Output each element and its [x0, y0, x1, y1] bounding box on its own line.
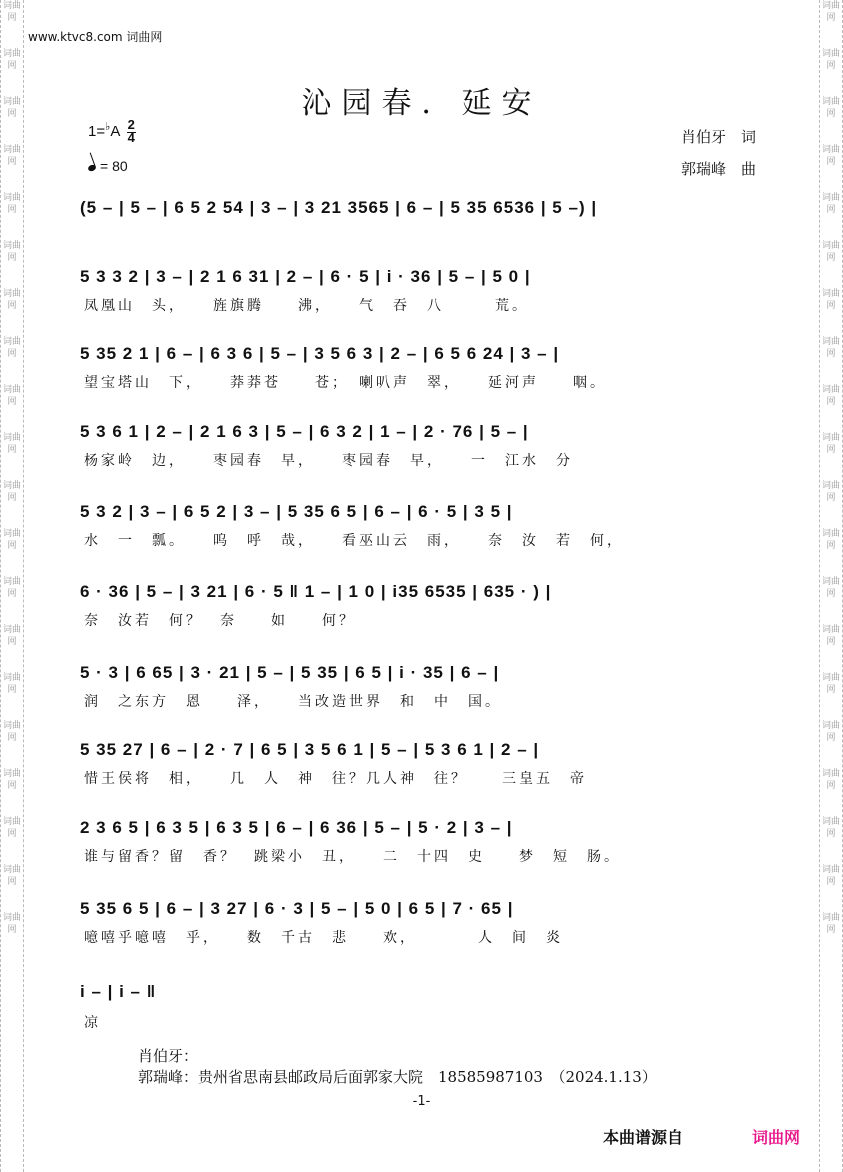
lyric-line: 凉 [84, 1015, 101, 1031]
watermark-text: 词曲网 [821, 97, 840, 119]
watermark-text: 词曲网 [2, 769, 21, 791]
notation-row: 5 35 27 | 6 – | 2 · 7 | 6 5 | 3 5 6 1 | 5 – | 5 3 6 1 | 2 – | [80, 740, 540, 759]
time-signature [127, 118, 136, 144]
source-label: 本曲谱源自 [603, 1128, 684, 1147]
lyric-line: 杨家岭 边， 枣园春 早， 枣园春 早， 一 江水 分 [84, 453, 573, 469]
watermark-text: 词曲网 [2, 49, 21, 71]
watermark-text: 词曲网 [2, 193, 21, 215]
watermark-text: 词曲网 [2, 817, 21, 839]
lyric-line: 望宝塔山 下， 莽莽苍 苍； 喇叭声 翠， 延河声 咽。 [84, 375, 607, 391]
watermark-strip-right [819, 0, 843, 1172]
watermark-text: 词曲网 [821, 865, 840, 887]
notation-row: 5 3 2 | 3 – | 6 5 2 | 3 – | 5 35 6 5 | 6 – | 6 · 5 | 3 5 | [80, 502, 513, 521]
lyric-line: 奈 汝若 何？ 奈 如 何？ [84, 613, 356, 629]
watermark-text: 词曲网 [821, 241, 840, 263]
key-note: A [110, 123, 120, 140]
watermark-text: 词曲网 [821, 1, 840, 23]
watermark-text: 词曲网 [821, 481, 840, 503]
lyric-line: 凤凰山 头， 旌旗腾 沸， 气 吞 八 荒。 [84, 298, 529, 314]
watermark-text: 词曲网 [821, 289, 840, 311]
watermark-text: 词曲网 [2, 673, 21, 695]
notation-row: 5 · 3 | 6 65 | 3 · 21 | 5 – | 5 35 | 6 5 | i · 35 | 6 – | [80, 663, 500, 682]
watermark-text: 词曲网 [2, 625, 21, 647]
watermark-text: 词曲网 [2, 577, 21, 599]
lyric-line [84, 226, 760, 246]
watermark-text: 词曲网 [821, 433, 840, 455]
watermark-text: 词曲网 [2, 913, 21, 935]
notation-row: 5 35 2 1 | 6 – | 6 3 6 | 5 – | 3 5 6 3 | 2 – | 6 5 6 24 | 3 – | [80, 344, 560, 363]
watermark-text: 词曲网 [821, 385, 840, 407]
notation-row: 5 3 6 1 | 2 – | 2 1 6 3 | 5 – | 6 3 2 | 1 – | 2 · 76 | 5 – | [80, 422, 529, 441]
page-number: -1- [412, 1094, 431, 1109]
site-url[interactable]: www.ktvc8.com 词曲网 [28, 30, 163, 44]
song-title: 沁园春．延安 [301, 86, 542, 121]
watermark-text: 词曲网 [821, 193, 840, 215]
lyric-line: 润 之东方 恩 泽， 当改造世界 和 中 国。 [84, 694, 502, 710]
flat-sign: ♭ [105, 121, 111, 133]
watermark-text: 词曲网 [2, 385, 21, 407]
notation-row: 5 35 6 5 | 6 – | 3 27 | 6 · 3 | 5 – | 5 0 | 6 5 | 7 · 65 | [80, 899, 514, 918]
notation-row: 5 3 3 2 | 3 – | 2 1 6 31 | 2 – | 6 · 5 | i · 36 | 5 – | 5 0 | [80, 267, 531, 286]
watermark-text: 词曲网 [2, 865, 21, 887]
watermark-text: 词曲网 [821, 337, 840, 359]
tempo-value: = 80 [100, 158, 128, 174]
watermark-strip-left [0, 0, 24, 1172]
watermark-text: 词曲网 [2, 433, 21, 455]
watermark-text: 词曲网 [2, 481, 21, 503]
lyricist-contact: 肖伯牙： [138, 1047, 199, 1065]
notation-row: 6 · 36 | 5 – | 3 21 | 6 · 5 ‖ 1 – | 1 0 | i35 6535 | 635 · ) | [80, 582, 552, 601]
watermark-text: 词曲网 [821, 769, 840, 791]
composer-credit: 郭瑞峰 曲 [680, 160, 756, 178]
watermark-text: 词曲网 [821, 721, 840, 743]
watermark-text: 词曲网 [821, 145, 840, 167]
watermark-text: 词曲网 [821, 49, 840, 71]
tempo-marking [88, 158, 128, 174]
watermark-text: 词曲网 [2, 721, 21, 743]
watermark-text: 词曲网 [821, 913, 840, 935]
notation-row: 2 3 6 5 | 6 3 5 | 6 3 5 | 6 – | 6 36 | 5 – | 5 · 2 | 3 – | [80, 818, 513, 837]
watermark-text: 词曲网 [2, 145, 21, 167]
key-signature [88, 118, 136, 144]
watermark-text: 词曲网 [2, 529, 21, 551]
lyric-line: 水 一 瓢。 呜 呼 哉， 看巫山云 雨， 奈 汝 若 何， [84, 533, 624, 549]
watermark-text: 词曲网 [821, 577, 840, 599]
watermark-text: 词曲网 [2, 289, 21, 311]
watermark-text: 词曲网 [2, 337, 21, 359]
watermark-text: 词曲网 [2, 97, 21, 119]
time-bottom: 4 [127, 130, 135, 145]
watermark-text: 词曲网 [821, 625, 840, 647]
lyric-line: 谁与留香？留 香？ 跳梁小 丑， 二 十四 史 梦 短 肠。 [84, 849, 621, 865]
lyric-line: 惜王侯将 相， 几 人 神 往？几人神 往？ 三皇五 帝 [84, 771, 587, 787]
brand-link[interactable]: 词曲网 [752, 1128, 801, 1147]
lyricist-credit: 肖伯牙 词 [680, 128, 756, 146]
key-prefix: 1= [88, 123, 106, 140]
watermark-text: 词曲网 [2, 1, 21, 23]
time-top: 2 [127, 117, 135, 132]
lyric-line: 噫嘻乎噫嘻 乎， 数 千古 悲 欢， 人 间 炎 [84, 930, 563, 946]
watermark-text: 词曲网 [821, 529, 840, 551]
notation-row: (5 – | 5 – | 6 5 2 54 | 3 – | 3 21 3565 | 6 – | 5 35 6536 | 5 –) | [80, 198, 598, 217]
composer-contact: 郭瑞峰：贵州省思南县邮政局后面郭家大院 18585987103 （2024.1.13） [138, 1068, 657, 1086]
notation-row: i – | i – ‖ [80, 982, 157, 1001]
quarter-note-icon [87, 164, 97, 172]
watermark-text: 词曲网 [2, 241, 21, 263]
watermark-text: 词曲网 [821, 817, 840, 839]
watermark-text: 词曲网 [821, 673, 840, 695]
